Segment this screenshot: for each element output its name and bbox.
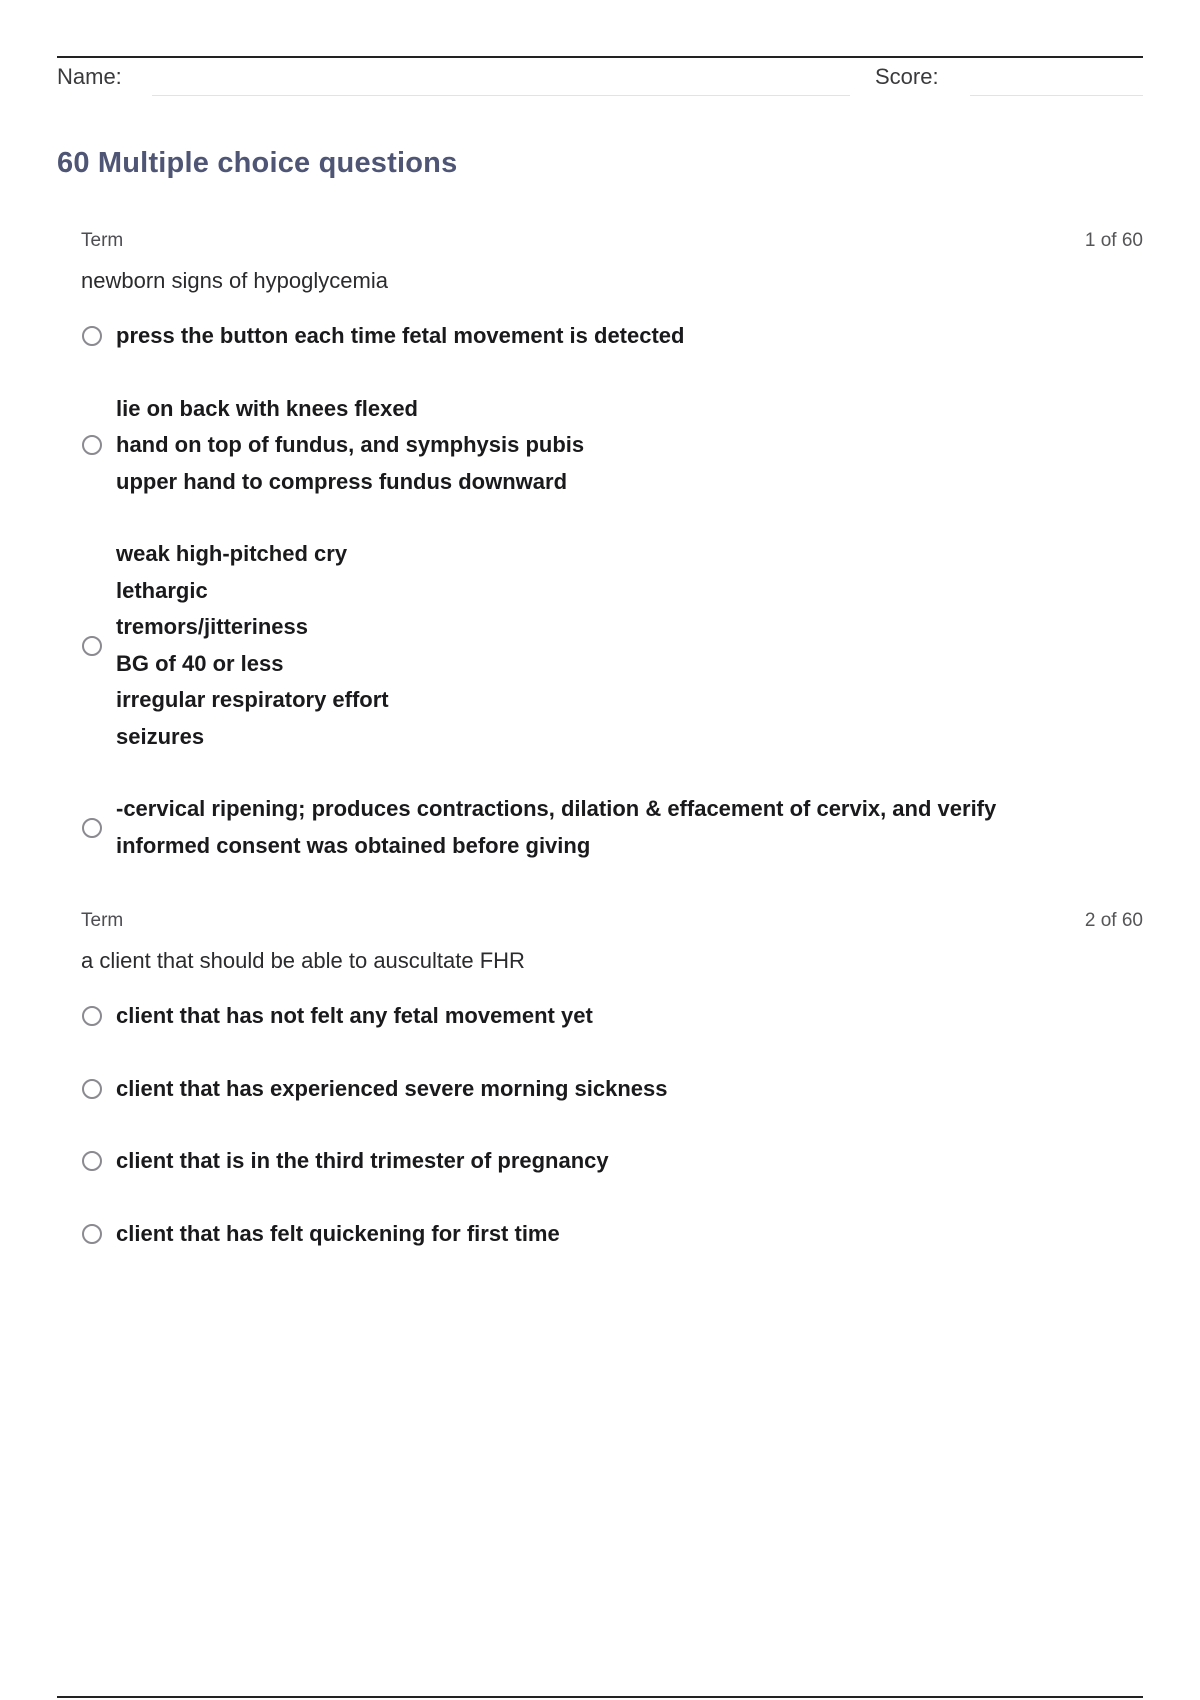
answer-choice-text: lie on back with knees flexed hand on top of fundus, and symphysis pubis upper hand to compress fundus downward <box>116 395 585 494</box>
question-counter: 2 of 60 <box>1084 910 1143 931</box>
radio-button-icon[interactable] <box>82 435 102 455</box>
name-label: Name: <box>57 64 122 89</box>
question-header <box>81 910 1143 938</box>
term-label: Term <box>81 910 124 931</box>
question-counter: 1 of 60 <box>1084 230 1143 251</box>
radio-button-icon[interactable] <box>82 636 102 656</box>
answer-choice-text: client that has not felt any fetal movement yet <box>116 1003 593 1028</box>
radio-button-icon[interactable] <box>82 1006 102 1026</box>
answer-choice-text: client that is in the third trimester of pregnancy <box>116 1148 609 1173</box>
question-prompt: a client that should be able to auscultate FHR <box>81 948 525 973</box>
answer-choice[interactable] <box>81 1216 1143 1253</box>
answer-choice[interactable] <box>81 536 1143 755</box>
radio-button-icon[interactable] <box>82 1079 102 1099</box>
quiz-page <box>57 0 1143 1700</box>
radio-button-icon[interactable] <box>82 1224 102 1244</box>
answer-choice[interactable] <box>81 391 1143 501</box>
answer-choice-text: press the button each time fetal movement is detected <box>116 323 685 348</box>
answer-choice[interactable] <box>81 998 1143 1035</box>
score-input-line[interactable] <box>970 95 1143 96</box>
question-card <box>81 230 1143 864</box>
question-header <box>81 230 1143 258</box>
question-prompt: newborn signs of hypoglycemia <box>81 268 388 293</box>
student-header <box>57 62 1143 98</box>
top-divider <box>57 56 1143 58</box>
section-title: 60 Multiple choice questions <box>57 147 458 179</box>
term-label: Term <box>81 230 124 251</box>
name-input-line[interactable] <box>152 95 850 96</box>
answer-choice-text: -cervical ripening; produces contractions, dilation & effacement of cervix, and verify informed consent was obtained before giving <box>116 796 997 858</box>
answer-choice[interactable] <box>81 791 1143 864</box>
answer-choice-text: client that has experienced severe morning sickness <box>116 1075 668 1101</box>
radio-button-icon[interactable] <box>82 818 102 838</box>
answer-choice-text: weak high-pitched cry lethargic tremors/jitteriness BG of 40 or less irregular respiratory effort seizures <box>116 541 389 749</box>
answer-choice-text: client that has felt quickening for first time <box>116 1220 560 1246</box>
answer-choice[interactable] <box>81 1143 1143 1180</box>
bottom-divider <box>57 1696 1143 1698</box>
question-card <box>81 910 1143 1252</box>
radio-button-icon[interactable] <box>82 1151 102 1171</box>
score-label: Score: <box>875 64 939 89</box>
answer-choice[interactable] <box>81 318 1143 355</box>
radio-button-icon[interactable] <box>82 326 102 346</box>
answer-choice[interactable] <box>81 1071 1143 1108</box>
